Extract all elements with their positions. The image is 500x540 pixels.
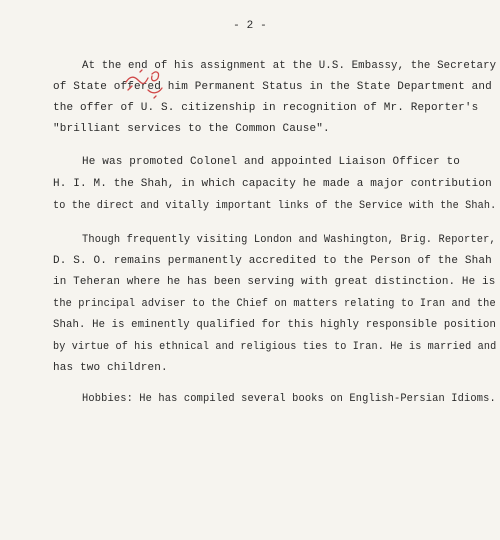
- text-line: "brilliant services to the Common Cause".: [53, 123, 330, 135]
- text-line: the offer of U. S. citizenship in recognition of Mr. Reporter's: [53, 102, 479, 114]
- text-line: to the direct and vitally important links of the Service with the Shah.: [53, 200, 497, 212]
- handwritten-annotation: [118, 68, 178, 108]
- text-line: He was promoted Colonel and appointed Liaison Officer to: [82, 156, 461, 168]
- text-line: of State offered him Permanent Status in the State Department and: [53, 81, 492, 93]
- text-line: has two children.: [53, 362, 168, 374]
- text-line: At the end of his assignment at the U.S. Embassy, the Secretary: [82, 60, 497, 72]
- page-number: - 2 -: [233, 20, 267, 32]
- text-line: H. I. M. the Shah, in which capacity he made a major contribution: [53, 178, 492, 190]
- text-line: Shah. He is eminently qualified for this highly responsible position: [53, 319, 497, 331]
- text-line: the principal adviser to the Chief on matters relating to Iran and the: [53, 298, 496, 310]
- text-line: D. S. O. remains permanently accredited to the Person of the Shah: [53, 255, 492, 267]
- text-line: in Teheran where he has been serving with great distinction. He is: [53, 276, 496, 288]
- text-line: Hobbies: He has compiled several books on English-Persian Idioms.: [82, 393, 496, 405]
- text-line: by virtue of his ethnical and religious ties to Iran. He is married and: [53, 341, 497, 353]
- text-line: Though frequently visiting London and Washington, Brig. Reporter,: [82, 234, 496, 246]
